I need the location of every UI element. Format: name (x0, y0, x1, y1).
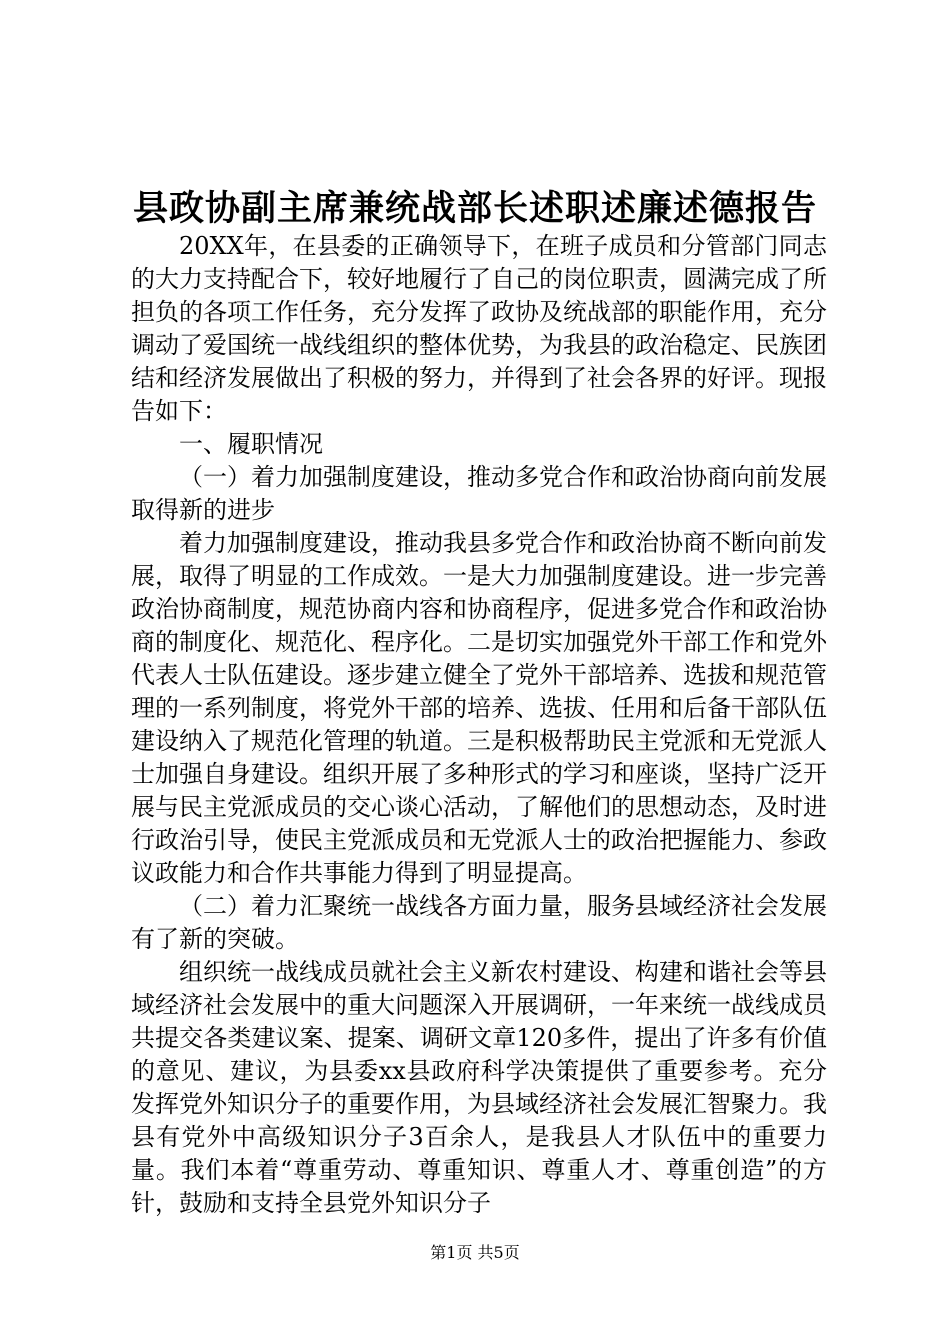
section-heading-1: 一、履职情况 (179, 430, 323, 458)
body-paragraph-1: 着力加强制度建设，推动我县多党合作和政治协商不断向前发展，取得了明显的工作成效。一是大力加强制度建设。进一步完善政治协商制度，规范协商内容和协商程序，促进多党合作和政治协商的制度化、规范化、程序化。二是切实加强党外干部工作和党外代表人士队伍建设。逐步建立健全了党外干部培养、选拔和规范管理的一系列制度，将党外干部的培养、选拔、任用和后备干部队伍建设纳入了规范化管理的轨道。三是积极帮助民主党派和无党派人士加强自身建设。组织开展了多种形式的学习和座谈，坚持广泛开展与民主党派成员的交心谈心活动，了解他们的思想动态，及时进行政治引导，使民主党派成员和无党派人士的政治把握能力、参政议政能力和合作共事能力得到了明显提高。 (131, 529, 827, 887)
subsection-heading-2: （二）着力汇聚统一战线各方面力量，服务县域经济社会发展有了新的突破。 (131, 892, 827, 953)
intro-paragraph: 20XX年，在县委的正确领导下，在班子成员和分管部门同志的大力支持配合下，较好地履行了自己的岗位职责，圆满完成了所担负的各项工作任务，充分发挥了政协及统战部的职能作用，充分调动了爱国统一战线组织的整体优势，为我县的政治稳定、民族团结和经济发展做出了积极的努力，并得到了社会各界的好评。现报告如下： (131, 232, 827, 425)
document-title: 县政协副主席兼统战部长述职述廉述德报告 (132, 188, 817, 229)
subsection-heading-1: （一）着力加强制度建设，推动多党合作和政治协商向前发展取得新的进步 (131, 463, 827, 524)
body-paragraph-2: 组织统一战线成员就社会主义新农村建设、构建和谐社会等县域经济社会发展中的重大问题深入开展调研，一年来统一战线成员共提交各类建议案、提案、调研文章120多件，提出了许多有价值的意见、建议，为县委xx县政府科学决策提供了重要参考。充分发挥党外知识分子的重要作用，为县域经济社会发展汇智聚力。我县有党外中高级知识分子3百余人，是我县人才队伍中的重要力量。我们本着“尊重劳动、尊重知识、尊重人才、尊重创造”的方针，鼓励和支持全县党外知识分子 (131, 958, 827, 1217)
page-number-footer: 第1页 共5页 (430, 1243, 520, 1262)
document-body (131, 230, 827, 1220)
